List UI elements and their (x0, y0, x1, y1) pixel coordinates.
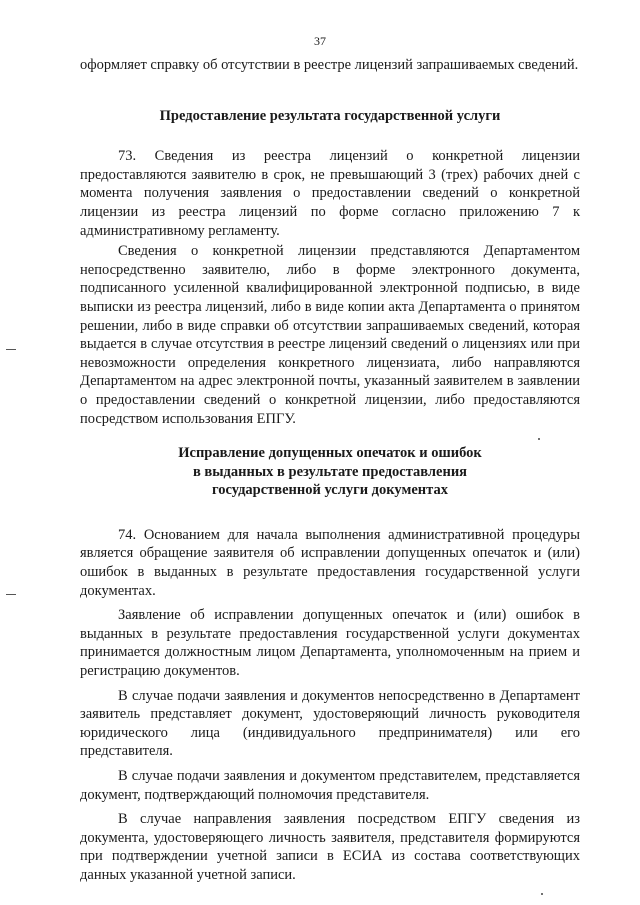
heading-line: в выданных в результате предоставления (192, 463, 468, 480)
heading-line: Исправление допущенных опечаток и ошибок (178, 445, 482, 462)
paragraph-74-representative: В случае подачи заявления и документом представителем, представляется документ, подтверждающий полномочия представителя. (80, 768, 580, 803)
page-number: 37 (314, 34, 326, 48)
paragraph-74-epgu: В случае направления заявления посредством ЕПГУ сведения из документа, удостоверяющего личность заявителя, представителя формируются при подтверждении учетной записи в ЕСИА из состава соответствующих данных указанной учетной записи. (80, 811, 580, 883)
paragraph-73: 73. Сведения из реестра лицензий о конкретной лицензии предоставляются заявителю в срок, не превышающий 3 (трех) рабочих дней с момента получения заявления о предоставлении сведений о конкретной лицензии из реестра лицензий по форме согласно приложению 7 к административному регламенту. (80, 148, 580, 239)
scan-edge-mark (6, 349, 16, 350)
document-body (80, 56, 580, 885)
section-heading-result: Предоставление результата государственной услуги (159, 107, 501, 124)
heading-line: государственной услуги документах (212, 482, 448, 499)
scan-speck (541, 893, 543, 895)
paragraph-74: 74. Основанием для начала выполнения административной процедуры является обращение заявителя об исправлении допущенных опечаток и (или) ошибок в выданных в результате предоставления государственной услуги документах. (80, 526, 580, 599)
paragraph-74-application: Заявление об исправлении допущенных опечаток и (или) ошибок в выданных в результате предоставления государственной услуги документах принимается должностным лицом Департамента, уполномоченным на прием и регистрацию документов. (80, 607, 580, 680)
scan-edge-mark (6, 594, 16, 595)
paragraph-continuation: оформляет справку об отсутствии в реестре лицензий запрашиваемых сведений. (80, 57, 579, 73)
paragraph-74-in-person: В случае подачи заявления и документов непосредственно в Департамент заявитель представляет документ, удостоверяющий личность руководителя юридического лица (индивидуального предпринимателя) или его представителя. (80, 687, 580, 760)
section-heading-corrections (80, 444, 580, 500)
paragraph-73-details: Сведения о конкретной лицензии представляются Департаментом непосредственно заявителю, либо в форме электронного документа, подписанного усиленной квалифицированной электронной подписью, в виде выписки из реестра лицензий, либо в виде копии акта Департамента о принятом решении, либо в виде справки об отсутствии запрашиваемых сведений, которая выдается в случае отсутствия в реестре лицензий сведений о лицензиях или при невозможности определения конкретного лицензиата, либо направляются Департаментом на адрес электронной почты, указанный заявителем в заявлении о предоставлении сведений о конкретной лицензии, либо предоставляются посредством использования ЕПГУ. (80, 243, 580, 427)
